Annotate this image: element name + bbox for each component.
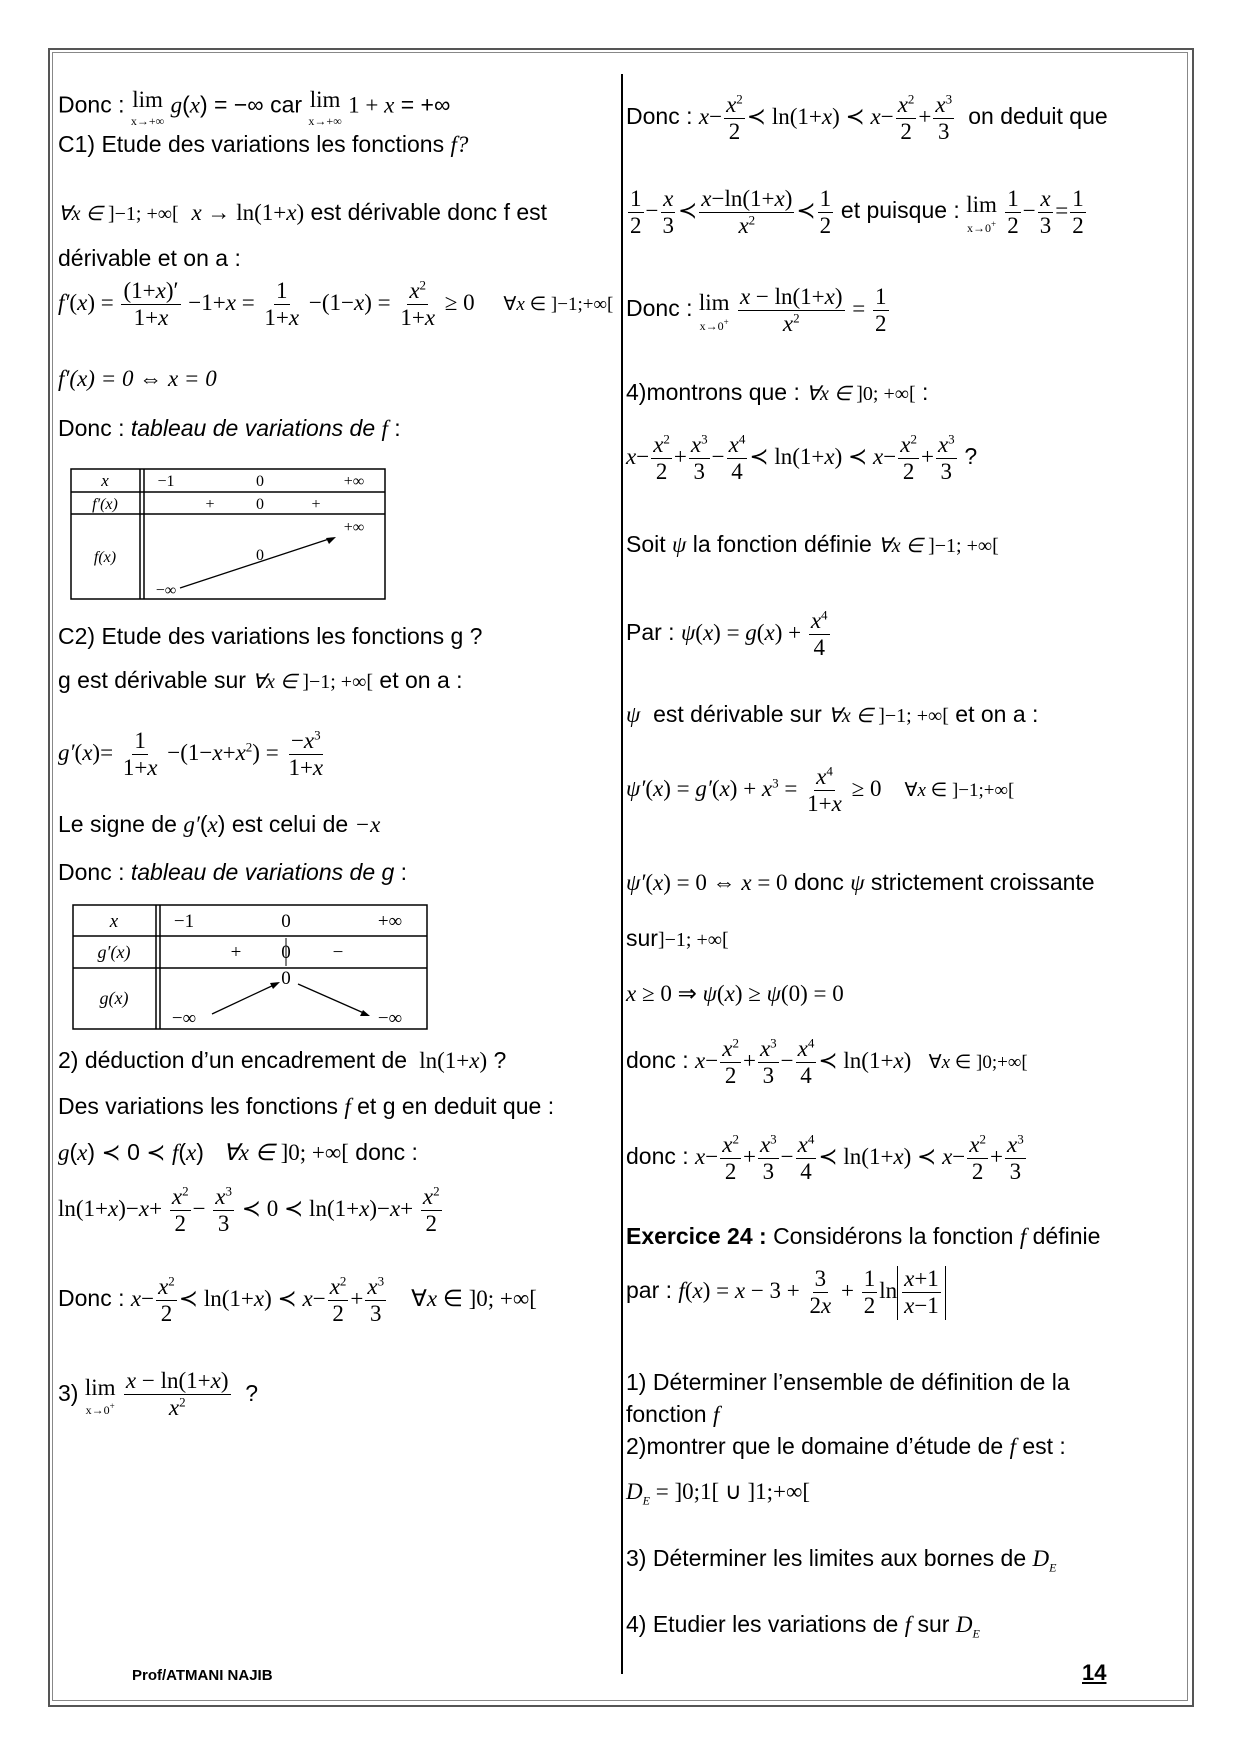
tableau-g-caption: Donc : tableau de variations de g : — [58, 859, 408, 885]
tab-f-x-label: x — [101, 471, 109, 490]
gprime-formula: g′(x)= $\frac{1}{1+x}$ $-(1-x+x^2)$ = $\frac{-x^3}{1+x}$ — [58, 727, 324, 781]
r7: Par : ψ(x) = g(x) + $\frac{x^4}{4}$ — [626, 607, 828, 661]
tab-g-x-1: −1 — [173, 911, 195, 932]
tab-f-x-1: −1 — [157, 473, 175, 490]
tab-g-x-2: 0 — [281, 911, 291, 932]
q2-ineq: g(x) ≺ 0 ≺ f(x) ∀x ∈ ]0; +∞[ donc : — [58, 1139, 418, 1165]
tab-f-val-1: −∞ — [155, 582, 177, 599]
tab-f-fp-label: f′(x) — [92, 496, 118, 513]
variation-table-f-svg — [70, 468, 386, 600]
variation-table-f — [70, 468, 386, 607]
q2-ineq-2: ln(1+x)−x+ $\frac{x^2}{2}$ − $\frac{x^3}{3}$ ≺ 0 ≺ ln(1+x)−x+ $\frac{x^2}{2}$ — [58, 1183, 440, 1237]
tab-g-sign-2: 0 — [281, 942, 291, 963]
tab-g-g-label: g(x) — [99, 988, 129, 1008]
r2: $\frac{1}{2}$ − $\frac{x}{3}$ ≺ $\frac{x-\ln(1+x)}{x^2}$ ≺ $\frac{1}{2}$ et puisque : lim x→0+ $\frac{1}{2}$ − $\frac{x}{3}$ = $\frac{1}{2}$ — [630, 186, 1084, 239]
tab-g-x-label: x — [109, 911, 119, 932]
tableau-f-caption: Donc : tableau de variations de f : — [58, 415, 401, 441]
lim-expr: lim x→+∞ — [130, 87, 165, 128]
tab-f-f-label: f(x) — [93, 549, 117, 566]
r12: donc : x− $\frac{x^2}{2}$ + $\frac{x^3}{3}$ − $\frac{x^4}{4}$ ≺ ln(1+x) ≺ x− $\frac{x^2}{2}$ + $\frac{x^3}{3}$ — [626, 1131, 1024, 1185]
variation-table-g-svg — [72, 904, 428, 1030]
r10: sur]−1; +∞[ — [626, 925, 729, 951]
c1-title: C1) Etude des variations les fonctions f? — [58, 131, 469, 157]
tab-f-val-2: 0 — [256, 547, 264, 564]
c2-title: C2) Etude des variations les fonctions g ? — [58, 623, 483, 649]
exercise-function: par : f(x) = x − 3 + $\frac{3}{2x}$ + $\frac{1}{2}$ ln $\frac{x+1}{x-1}$ — [626, 1266, 946, 1320]
r1: Donc : x− $\frac{x^2}{2}$ ≺ ln(1+x) ≺ x− $\frac{x^2}{2}$ + $\frac{x^3}{3}$ on deduit que — [626, 91, 1108, 145]
tab-g-val-2: 0 — [281, 968, 291, 989]
text-car: car — [270, 91, 303, 118]
tab-g-val-3: −∞ — [377, 1008, 403, 1029]
r11: donc : x− $\frac{x^2}{2}$ + $\frac{x^3}{3}$ − $\frac{x^4}{4}$ ≺ ln(1+x) ∀x ∈ ]0;+∞[ — [626, 1035, 1028, 1089]
c2-derivability: g est dérivable sur ∀x ∈ ]−1; +∞[ et on a : — [58, 667, 463, 693]
tab-f-sign-1: + — [205, 496, 215, 513]
exercise-header: Exercice 24 : Considérons la fonction f définie — [626, 1223, 1101, 1249]
text-donc: Donc : — [58, 91, 125, 118]
ex-q2: 2)montrer que le domaine d’étude de f est : — [626, 1433, 1066, 1459]
r8-formula: $\psi'(x) = g'(x) + x^3$ = $\frac{x^4}{1+x}$ ≥ 0 ∀x ∈ ]−1;+∞[ — [626, 763, 1015, 817]
variation-table-g — [72, 904, 428, 1037]
fprime-formula: f′(x) = $\frac{(1+x)'}{1+x}$ −1+x = $\frac{1}{1+x}$ −(1−x) = $\frac{x^2}{1+x}$ ≥ 0 ∀x ∈ ]−1;+∞[ — [58, 277, 614, 331]
limit-line: Donc : lim x→+∞ g(x) = −∞ car lim x→+∞ 1 + x = +∞ — [58, 87, 451, 128]
tab-g-sign-1: + — [230, 942, 242, 963]
tab-g-x-3: +∞ — [377, 911, 403, 932]
q2-title: 2) déduction d’un encadrement de ln(1+x) ? — [58, 1047, 507, 1073]
r4: 4)montrons que : ∀x ∈ ]0; +∞[ : — [626, 379, 929, 405]
page-number: 14 — [1082, 1660, 1107, 1685]
r6: Soit ψ la fonction définie ∀x ∈ ]−1; +∞[ — [626, 531, 999, 557]
c1-derivability: ∀x ∈ ]−1; +∞[ x → ln(1+x) est dérivable donc f est — [58, 199, 548, 225]
tab-f-x-2: 0 — [256, 473, 264, 490]
r9: ψ′(x) = 0 ⇔ x = 0 donc ψ strictement croissante — [626, 869, 1095, 895]
q2-result: Donc : x− $\frac{x^2}{2}$ ≺ ln(1+x) ≺ x− $\frac{x^2}{2}$ + $\frac{x^3}{3}$ ∀x ∈ ]0; +∞[ — [58, 1273, 537, 1327]
r5: x− $\frac{x^2}{2}$ + $\frac{x^3}{3}$ − $\frac{x^4}{4}$ ≺ ln(1+x) ≺ x− $\frac{x^2}{2}$ + $\frac{x^3}{3}$ ? — [626, 431, 978, 485]
ex-q4: 4) Etudier les variations de f sur $D_E$ — [626, 1611, 980, 1641]
tab-f-sign-3: + — [311, 496, 321, 513]
fprime-zero: f′(x) = 0 ⇔ x = 0 — [58, 366, 217, 391]
tab-g-sign-3: − — [332, 942, 344, 963]
tab-f-x-3: +∞ — [343, 473, 365, 490]
column-divider — [621, 74, 623, 1674]
footer-author: Prof/ATMANI NAJIB — [132, 1667, 273, 1684]
ex-q3: 3) Déterminer les limites aux bornes de $D_E$ — [626, 1545, 1057, 1575]
tab-f-val-3: +∞ — [343, 519, 365, 536]
ex-q1b: fonction f — [626, 1401, 720, 1427]
ex-domain: $D_E$ = ]0;1[ ∪ ]1;+∞[ — [626, 1479, 811, 1508]
q2-text: Des variations les fonctions f et g en deduit que : — [58, 1093, 555, 1119]
ex-q1: 1) Déterminer l’ensemble de définition de la — [626, 1369, 1070, 1395]
r10-implication: x ≥ 0 ⇒ ψ(x) ≥ ψ(0) = 0 — [626, 981, 844, 1006]
tab-g-val-1: −∞ — [171, 1008, 197, 1029]
q3-title: 3) lim x→0+ $\frac{x - \ln(1+x)}{x^2}$ ? — [58, 1368, 259, 1421]
r3: Donc : lim x→0+ $\frac{x - \ln(1+x)}{x^2}$ = $\frac{1}{2}$ — [626, 284, 887, 337]
c1-derivability-2: dérivable et on a : — [58, 245, 241, 271]
tab-g-gp-label: g′(x) — [97, 942, 131, 962]
sign-gprime: Le signe de g′(x) est celui de −x — [58, 811, 381, 837]
r8: ψ est dérivable sur ∀x ∈ ]−1; +∞[ et on a : — [626, 701, 1039, 727]
tab-f-sign-2: 0 — [256, 496, 264, 513]
